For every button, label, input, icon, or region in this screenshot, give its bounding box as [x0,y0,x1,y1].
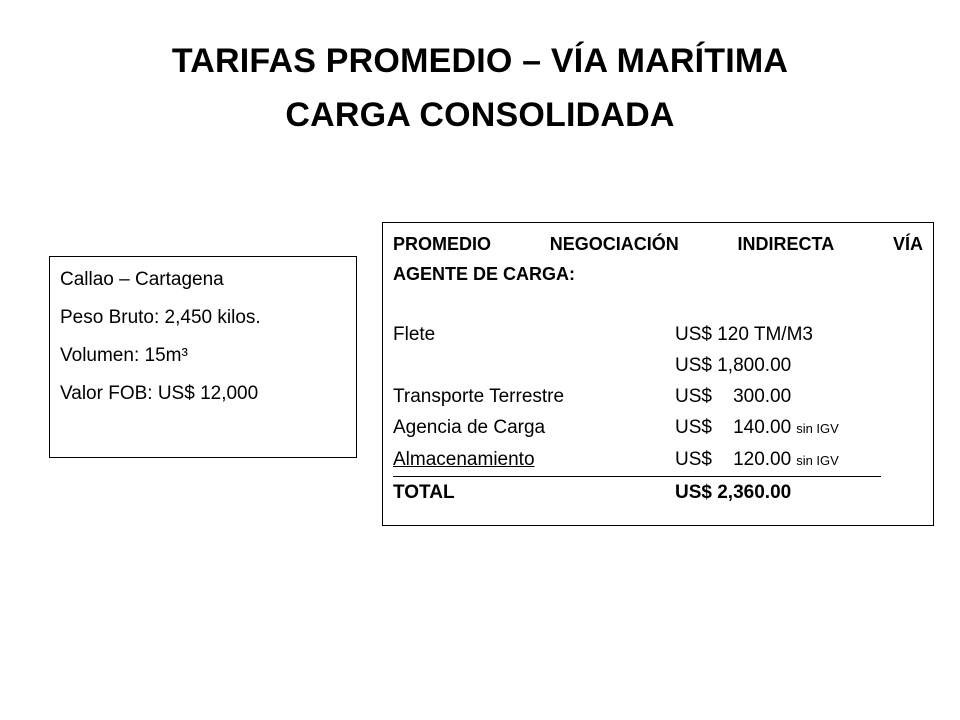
rate-row-storage [393,444,881,477]
heading-word: INDIRECTA [737,234,835,254]
route-text: Callao – Cartagena [60,269,224,290]
quote-heading-line-2: AGENTE DE CARGA: [393,264,576,284]
row-amount: US$ 120 TM/M3 [675,324,813,345]
quote-heading [393,229,923,259]
rate-row-total [393,477,923,508]
fob-value-text: Valor FOB: US$ 12,000 [60,383,259,404]
heading-word: VÍA [892,234,923,254]
total-label: TOTAL [393,482,455,503]
row-amount: US$ 1,800.00 [675,355,792,376]
heading-word: NEGOCIACIÓN [549,234,679,254]
rate-row-freight [393,319,923,350]
rate-quote-box [382,222,934,526]
rate-row-freight-total [393,350,923,381]
row-label: Agencia de Carga [393,417,546,438]
row-note: sin IGV [796,453,839,468]
title-line-2: CARGA CONSOLIDADA [285,96,675,134]
row-label: Transporte Terrestre [393,386,565,407]
total-amount: US$ 2,360.00 [675,482,792,503]
volume-text: Volumen: 15m³ [60,345,188,366]
slide-title [0,34,960,142]
row-amount: US$ 300.00 [675,386,792,407]
rate-row-cargo-agency [393,412,923,444]
heading-word: PROMEDIO [393,234,492,254]
shipment-details-box [49,256,357,458]
row-label: Almacenamiento [393,449,535,470]
row-amount: US$ 120.00 [675,449,792,470]
row-note: sin IGV [796,421,839,436]
row-amount: US$ 140.00 [675,417,792,438]
rate-row-land-transport [393,381,923,412]
title-line-1: TARIFAS PROMEDIO – VÍA MARÍTIMA [171,42,789,80]
row-label: Flete [393,324,436,345]
gross-weight-text: Peso Bruto: 2,450 kilos. [60,307,261,328]
